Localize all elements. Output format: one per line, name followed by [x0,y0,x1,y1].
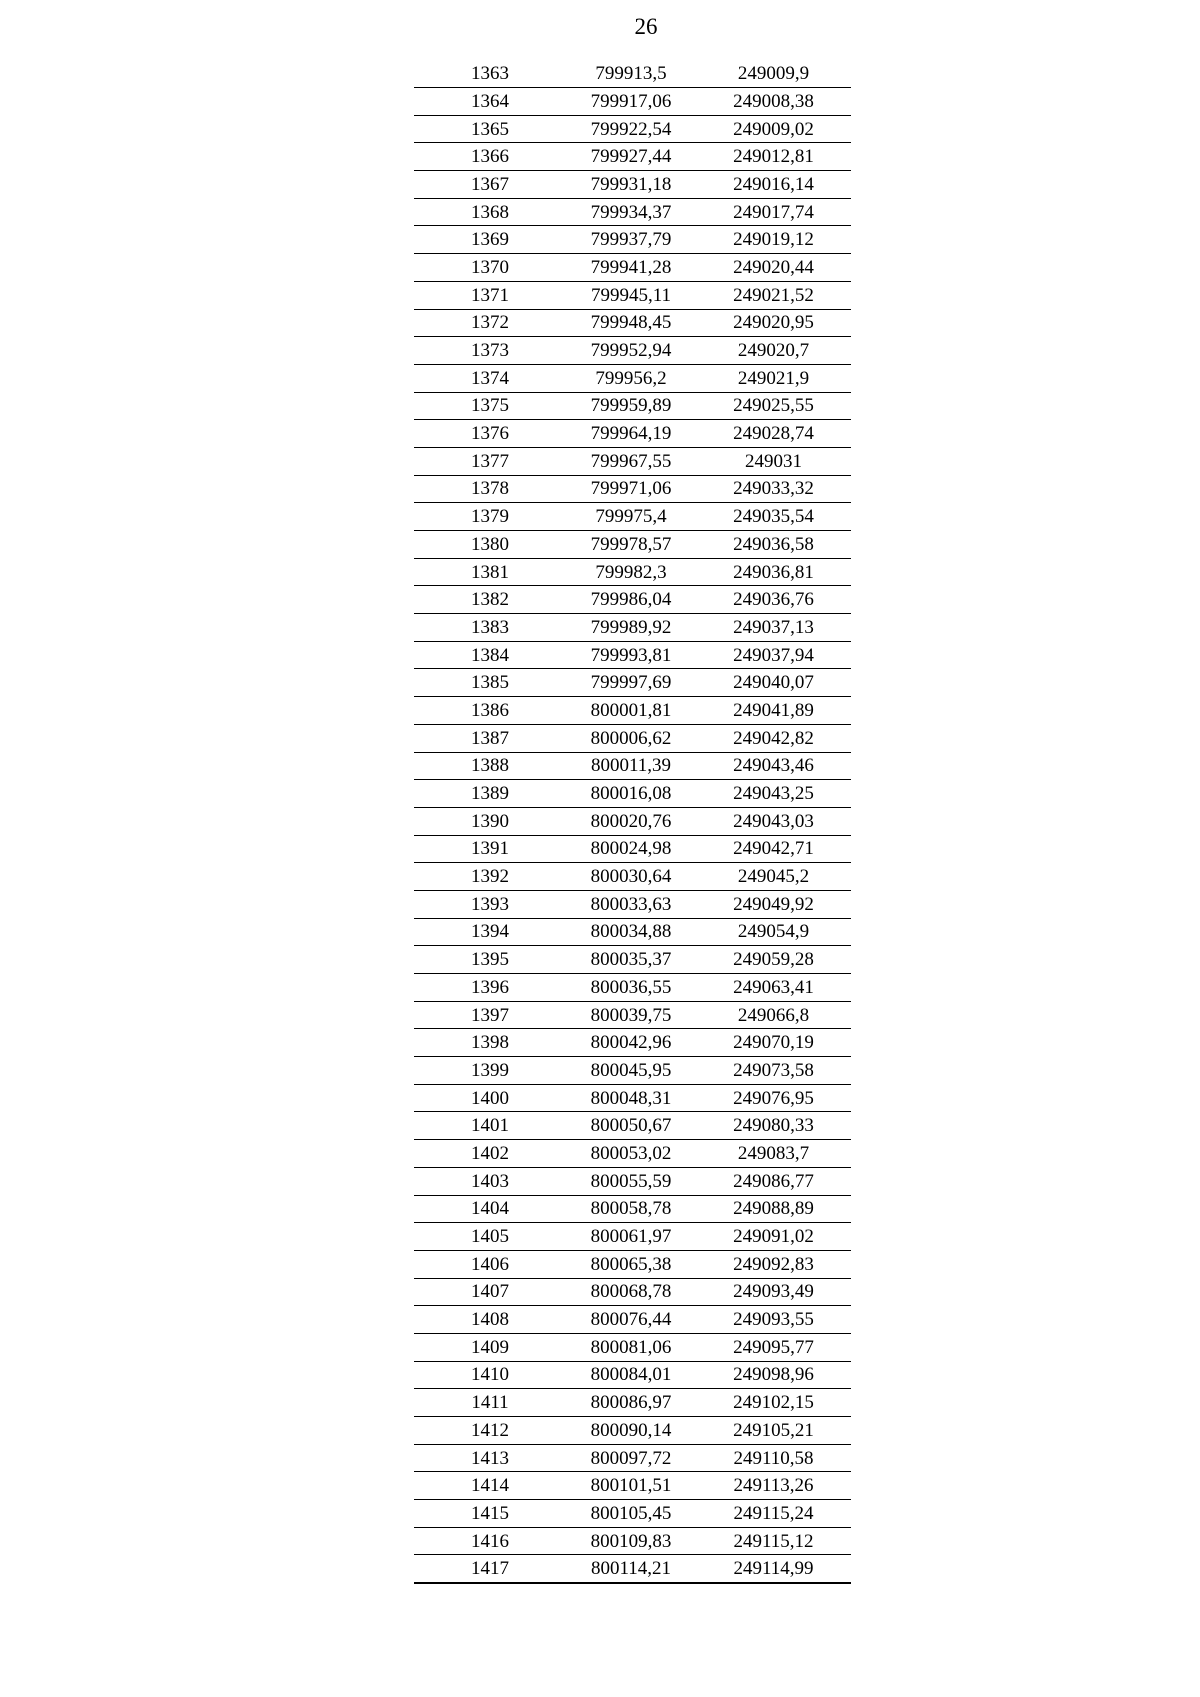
table-row [414,1333,851,1361]
table-row [414,1417,851,1445]
x-coordinate-cell: 800055,59 [566,1167,696,1195]
table-row [414,503,851,531]
table-row [414,1250,851,1278]
y-coordinate-cell: 249043,03 [696,807,851,835]
y-coordinate-cell: 249037,94 [696,641,851,669]
table-row [414,1500,851,1528]
y-coordinate-cell: 249073,58 [696,1057,851,1085]
x-coordinate-cell: 799934,37 [566,198,696,226]
point-number-cell: 1370 [414,254,566,282]
point-number-cell: 1389 [414,780,566,808]
y-coordinate-cell: 249037,13 [696,614,851,642]
table-row [414,807,851,835]
y-coordinate-cell: 249033,32 [696,475,851,503]
x-coordinate-cell: 799964,19 [566,420,696,448]
x-coordinate-cell: 799927,44 [566,143,696,171]
table-row [414,447,851,475]
point-number-cell: 1406 [414,1250,566,1278]
point-number-cell: 1390 [414,807,566,835]
y-coordinate-cell: 249098,96 [696,1361,851,1389]
y-coordinate-cell: 249045,2 [696,863,851,891]
table-row [414,835,851,863]
y-coordinate-cell: 249110,58 [696,1444,851,1472]
table-row [414,1084,851,1112]
x-coordinate-cell: 800035,37 [566,946,696,974]
point-number-cell: 1416 [414,1527,566,1555]
y-coordinate-cell: 249115,12 [696,1527,851,1555]
x-coordinate-cell: 799989,92 [566,614,696,642]
table-row [414,1389,851,1417]
table-row [414,364,851,392]
table-row [414,1112,851,1140]
table-row [414,88,851,116]
y-coordinate-cell: 249115,24 [696,1500,851,1528]
table-row [414,531,851,559]
point-number-cell: 1411 [414,1389,566,1417]
x-coordinate-cell: 800097,72 [566,1444,696,1472]
y-coordinate-cell: 249070,19 [696,1029,851,1057]
point-number-cell: 1383 [414,614,566,642]
table-row [414,669,851,697]
table-row [414,863,851,891]
y-coordinate-cell: 249020,44 [696,254,851,282]
x-coordinate-cell: 799931,18 [566,171,696,199]
y-coordinate-cell: 249102,15 [696,1389,851,1417]
table-row [414,974,851,1002]
table-row [414,198,851,226]
x-coordinate-cell: 799952,94 [566,337,696,365]
table-row [414,281,851,309]
x-coordinate-cell: 799922,54 [566,115,696,143]
table-row [414,254,851,282]
table-row [414,558,851,586]
point-number-cell: 1377 [414,447,566,475]
y-coordinate-cell: 249043,25 [696,780,851,808]
x-coordinate-cell: 799937,79 [566,226,696,254]
y-coordinate-cell: 249017,74 [696,198,851,226]
y-coordinate-cell: 249012,81 [696,143,851,171]
table-row [414,1444,851,1472]
table-row [414,1223,851,1251]
table-row [414,420,851,448]
point-number-cell: 1408 [414,1306,566,1334]
point-number-cell: 1369 [414,226,566,254]
y-coordinate-cell: 249113,26 [696,1472,851,1500]
coordinates-table-body [414,60,851,1583]
point-number-cell: 1403 [414,1167,566,1195]
y-coordinate-cell: 249105,21 [696,1417,851,1445]
x-coordinate-cell: 800034,88 [566,918,696,946]
y-coordinate-cell: 249042,82 [696,724,851,752]
x-coordinate-cell: 799967,55 [566,447,696,475]
y-coordinate-cell: 249083,7 [696,1140,851,1168]
table-row [414,641,851,669]
table-row [414,697,851,725]
x-coordinate-cell: 799975,4 [566,503,696,531]
table-row [414,1057,851,1085]
point-number-cell: 1379 [414,503,566,531]
point-number-cell: 1415 [414,1500,566,1528]
table-row [414,226,851,254]
point-number-cell: 1407 [414,1278,566,1306]
table-row [414,1306,851,1334]
point-number-cell: 1364 [414,88,566,116]
y-coordinate-cell: 249086,77 [696,1167,851,1195]
table-row [414,1001,851,1029]
y-coordinate-cell: 249009,02 [696,115,851,143]
point-number-cell: 1398 [414,1029,566,1057]
x-coordinate-cell: 799956,2 [566,364,696,392]
y-coordinate-cell: 249025,55 [696,392,851,420]
point-number-cell: 1372 [414,309,566,337]
y-coordinate-cell: 249043,46 [696,752,851,780]
point-number-cell: 1376 [414,420,566,448]
y-coordinate-cell: 249016,14 [696,171,851,199]
point-number-cell: 1373 [414,337,566,365]
table-row [414,890,851,918]
coordinates-table [414,60,851,1584]
table-row [414,780,851,808]
table-row [414,475,851,503]
point-number-cell: 1366 [414,143,566,171]
point-number-cell: 1380 [414,531,566,559]
x-coordinate-cell: 800020,76 [566,807,696,835]
x-coordinate-cell: 800030,64 [566,863,696,891]
point-number-cell: 1382 [414,586,566,614]
y-coordinate-cell: 249040,07 [696,669,851,697]
x-coordinate-cell: 800036,55 [566,974,696,1002]
y-coordinate-cell: 249088,89 [696,1195,851,1223]
x-coordinate-cell: 800001,81 [566,697,696,725]
y-coordinate-cell: 249042,71 [696,835,851,863]
x-coordinate-cell: 800048,31 [566,1084,696,1112]
y-coordinate-cell: 249093,55 [696,1306,851,1334]
point-number-cell: 1371 [414,281,566,309]
point-number-cell: 1384 [414,641,566,669]
x-coordinate-cell: 799982,3 [566,558,696,586]
point-number-cell: 1401 [414,1112,566,1140]
x-coordinate-cell: 799945,11 [566,281,696,309]
point-number-cell: 1402 [414,1140,566,1168]
point-number-cell: 1414 [414,1472,566,1500]
y-coordinate-cell: 249063,41 [696,974,851,1002]
point-number-cell: 1395 [414,946,566,974]
x-coordinate-cell: 799997,69 [566,669,696,697]
point-number-cell: 1375 [414,392,566,420]
x-coordinate-cell: 800061,97 [566,1223,696,1251]
y-coordinate-cell: 249049,92 [696,890,851,918]
point-number-cell: 1394 [414,918,566,946]
x-coordinate-cell: 799959,89 [566,392,696,420]
point-number-cell: 1396 [414,974,566,1002]
y-coordinate-cell: 249020,95 [696,309,851,337]
x-coordinate-cell: 799978,57 [566,531,696,559]
point-number-cell: 1417 [414,1555,566,1583]
point-number-cell: 1386 [414,697,566,725]
table-row [414,752,851,780]
x-coordinate-cell: 800024,98 [566,835,696,863]
x-coordinate-cell: 800042,96 [566,1029,696,1057]
point-number-cell: 1365 [414,115,566,143]
y-coordinate-cell: 249080,33 [696,1112,851,1140]
x-coordinate-cell: 800114,21 [566,1555,696,1583]
x-coordinate-cell: 800065,38 [566,1250,696,1278]
y-coordinate-cell: 249019,12 [696,226,851,254]
y-coordinate-cell: 249095,77 [696,1333,851,1361]
y-coordinate-cell: 249031 [696,447,851,475]
table-row [414,171,851,199]
x-coordinate-cell: 800033,63 [566,890,696,918]
x-coordinate-cell: 800006,62 [566,724,696,752]
x-coordinate-cell: 799913,5 [566,60,696,88]
point-number-cell: 1391 [414,835,566,863]
point-number-cell: 1410 [414,1361,566,1389]
y-coordinate-cell: 249059,28 [696,946,851,974]
table-row [414,1555,851,1583]
table-row [414,918,851,946]
x-coordinate-cell: 800011,39 [566,752,696,780]
y-coordinate-cell: 249076,95 [696,1084,851,1112]
point-number-cell: 1374 [414,364,566,392]
y-coordinate-cell: 249008,38 [696,88,851,116]
y-coordinate-cell: 249021,52 [696,281,851,309]
x-coordinate-cell: 800050,67 [566,1112,696,1140]
x-coordinate-cell: 800058,78 [566,1195,696,1223]
point-number-cell: 1378 [414,475,566,503]
table-row [414,1278,851,1306]
table-row [414,614,851,642]
y-coordinate-cell: 249092,83 [696,1250,851,1278]
x-coordinate-cell: 800109,83 [566,1527,696,1555]
table-row [414,586,851,614]
point-number-cell: 1381 [414,558,566,586]
y-coordinate-cell: 249066,8 [696,1001,851,1029]
table-row [414,1140,851,1168]
table-row [414,115,851,143]
point-number-cell: 1409 [414,1333,566,1361]
x-coordinate-cell: 800039,75 [566,1001,696,1029]
table-row [414,1527,851,1555]
point-number-cell: 1368 [414,198,566,226]
y-coordinate-cell: 249036,76 [696,586,851,614]
x-coordinate-cell: 800081,06 [566,1333,696,1361]
point-number-cell: 1388 [414,752,566,780]
y-coordinate-cell: 249035,54 [696,503,851,531]
table-row [414,143,851,171]
x-coordinate-cell: 800045,95 [566,1057,696,1085]
y-coordinate-cell: 249036,81 [696,558,851,586]
x-coordinate-cell: 800076,44 [566,1306,696,1334]
point-number-cell: 1367 [414,171,566,199]
point-number-cell: 1387 [414,724,566,752]
y-coordinate-cell: 249093,49 [696,1278,851,1306]
y-coordinate-cell: 249114,99 [696,1555,851,1583]
x-coordinate-cell: 799917,06 [566,88,696,116]
y-coordinate-cell: 249009,9 [696,60,851,88]
table-row [414,337,851,365]
table-row [414,60,851,88]
y-coordinate-cell: 249091,02 [696,1223,851,1251]
y-coordinate-cell: 249021,9 [696,364,851,392]
table-row [414,392,851,420]
x-coordinate-cell: 800090,14 [566,1417,696,1445]
table-row [414,1195,851,1223]
table-row [414,946,851,974]
y-coordinate-cell: 249028,74 [696,420,851,448]
y-coordinate-cell: 249054,9 [696,918,851,946]
point-number-cell: 1363 [414,60,566,88]
y-coordinate-cell: 249020,7 [696,337,851,365]
x-coordinate-cell: 799941,28 [566,254,696,282]
point-number-cell: 1392 [414,863,566,891]
point-number-cell: 1412 [414,1417,566,1445]
x-coordinate-cell: 800105,45 [566,1500,696,1528]
table-row [414,1361,851,1389]
x-coordinate-cell: 799986,04 [566,586,696,614]
page-number: 26 [634,14,658,39]
table-row [414,1029,851,1057]
x-coordinate-cell: 800086,97 [566,1389,696,1417]
x-coordinate-cell: 799993,81 [566,641,696,669]
x-coordinate-cell: 800068,78 [566,1278,696,1306]
x-coordinate-cell: 800084,01 [566,1361,696,1389]
x-coordinate-cell: 800101,51 [566,1472,696,1500]
x-coordinate-cell: 800053,02 [566,1140,696,1168]
point-number-cell: 1405 [414,1223,566,1251]
x-coordinate-cell: 799971,06 [566,475,696,503]
point-number-cell: 1413 [414,1444,566,1472]
point-number-cell: 1404 [414,1195,566,1223]
table-row [414,724,851,752]
point-number-cell: 1397 [414,1001,566,1029]
table-row [414,1167,851,1195]
y-coordinate-cell: 249036,58 [696,531,851,559]
point-number-cell: 1393 [414,890,566,918]
x-coordinate-cell: 800016,08 [566,780,696,808]
table-row [414,1472,851,1500]
table-row [414,309,851,337]
x-coordinate-cell: 799948,45 [566,309,696,337]
point-number-cell: 1400 [414,1084,566,1112]
point-number-cell: 1385 [414,669,566,697]
y-coordinate-cell: 249041,89 [696,697,851,725]
point-number-cell: 1399 [414,1057,566,1085]
